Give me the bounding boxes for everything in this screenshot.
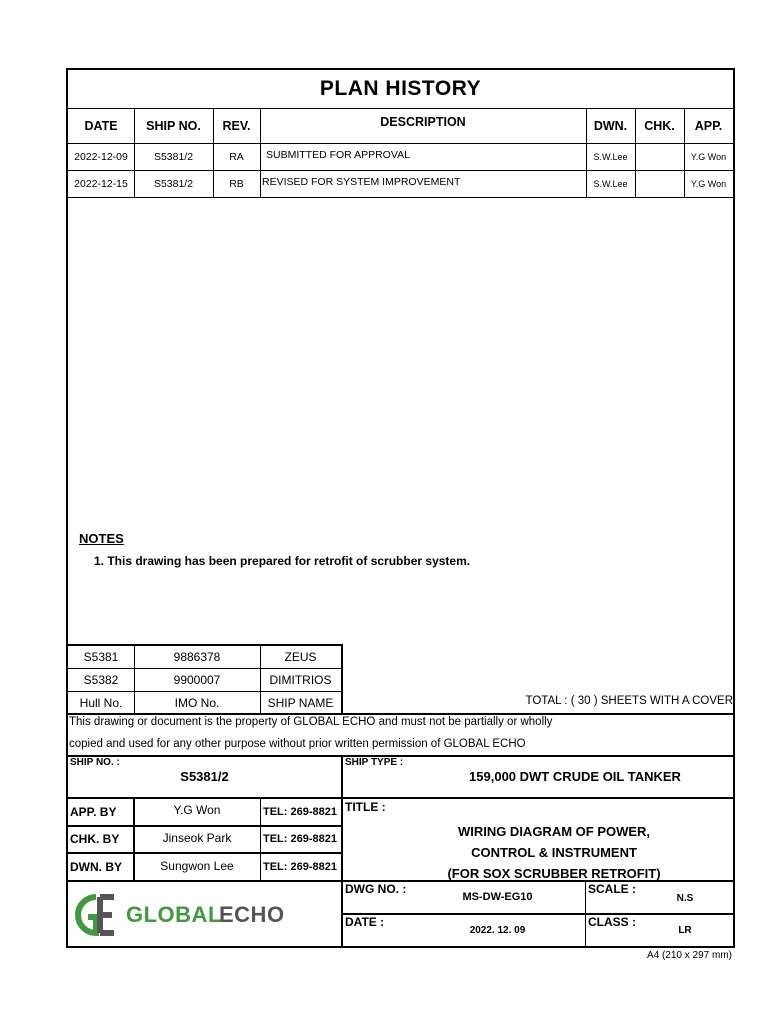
row-ship-no: S5381/2 bbox=[153, 178, 194, 190]
col-header-date: DATE bbox=[84, 119, 118, 133]
page-title: PLAN HISTORY bbox=[319, 77, 482, 100]
chk-by-value: Jinseok Park bbox=[162, 831, 232, 845]
divider bbox=[68, 197, 733, 198]
col-header-description: DESCRIPTION bbox=[380, 115, 466, 129]
row-rev: RB bbox=[229, 178, 244, 190]
divider bbox=[684, 109, 685, 197]
col-header-rev: REV. bbox=[222, 119, 251, 133]
dwn-by-value: Sungwon Lee bbox=[160, 859, 234, 873]
chk-by-label: CHK. BY bbox=[70, 832, 120, 846]
divider bbox=[133, 798, 135, 880]
dwn-by-label: DWN. BY bbox=[70, 860, 122, 874]
ship-type-label: SHIP TYPE : bbox=[345, 757, 404, 768]
hull-header-ship-name: SHIP NAME bbox=[267, 696, 334, 710]
tel-dwn: TEL: 269-8821 bbox=[263, 861, 337, 873]
date-label: DATE : bbox=[345, 915, 385, 929]
disclaimer-line-2: copied and used for any other purpose without prior written permission of GLOBAL ECHO bbox=[69, 738, 526, 750]
divider bbox=[134, 645, 135, 714]
divider bbox=[586, 109, 587, 197]
dwg-no-value: MS-DW-EG10 bbox=[462, 891, 533, 903]
ship-no-label: SHIP NO. : bbox=[70, 757, 120, 768]
app-by-label: APP. BY bbox=[70, 805, 117, 819]
row-app: Y.G Won bbox=[690, 179, 727, 189]
hull-no: S5382 bbox=[83, 673, 119, 687]
divider bbox=[134, 109, 135, 197]
tel-chk: TEL: 269-8821 bbox=[263, 833, 337, 845]
divider bbox=[341, 913, 734, 915]
col-header-ship-no: SHIP NO. bbox=[146, 119, 201, 133]
ship-type-value: 159,000 DWT CRUDE OIL TANKER bbox=[469, 768, 681, 784]
divider bbox=[213, 109, 214, 197]
divider bbox=[260, 645, 261, 714]
title-line-2: CONTROL & INSTRUMENT bbox=[471, 844, 637, 860]
row-chk bbox=[635, 171, 684, 197]
paper-size: A4 (210 x 297 mm) bbox=[646, 950, 732, 961]
ship-name: ZEUS bbox=[284, 649, 317, 664]
col-header-chk: CHK. bbox=[644, 119, 675, 133]
divider bbox=[68, 713, 733, 715]
class-label: CLASS : bbox=[588, 915, 636, 929]
ship-name: DIMITRIOS bbox=[269, 673, 332, 687]
col-header-app: APP. bbox=[694, 119, 723, 133]
disclaimer-line-1: This drawing or document is the property of GLOBAL ECHO and must not be partially or wholly bbox=[69, 716, 553, 728]
row-ship-no: S5381/2 bbox=[153, 151, 194, 163]
hull-header-imo-no: IMO No. bbox=[174, 696, 220, 710]
scale-label: SCALE : bbox=[588, 882, 636, 896]
class-value: LR bbox=[678, 924, 692, 936]
divider bbox=[341, 644, 343, 714]
row-dwn: S.W.Lee bbox=[593, 152, 628, 162]
hull-header-hull-no: Hull No. bbox=[79, 696, 123, 710]
logo-text-echo: ECHO bbox=[219, 902, 285, 927]
imo-no: 9886378 bbox=[173, 649, 221, 664]
imo-no: 9900007 bbox=[173, 673, 221, 687]
divider bbox=[341, 756, 343, 946]
tel-app: TEL: 269-8821 bbox=[263, 806, 337, 818]
row-rev: RA bbox=[229, 151, 244, 163]
row-chk bbox=[635, 144, 684, 170]
note-item: 1. This drawing has been prepared for retrofit of scrubber system. bbox=[94, 554, 471, 568]
hull-no: S5381 bbox=[83, 649, 119, 664]
row-description: REVISED FOR SYSTEM IMPROVEMENT bbox=[262, 176, 461, 188]
divider bbox=[260, 798, 261, 880]
scale-value: N.S bbox=[676, 892, 694, 904]
row-description: SUBMITTED FOR APPROVAL bbox=[266, 149, 410, 161]
company-logo bbox=[74, 891, 304, 941]
title-label: TITLE : bbox=[345, 800, 386, 814]
divider bbox=[260, 109, 261, 197]
row-date: 2022-12-09 bbox=[74, 151, 128, 163]
row-app: Y.G Won bbox=[690, 152, 727, 162]
dwg-no-label: DWG NO. : bbox=[345, 882, 407, 896]
title-line-1: WIRING DIAGRAM OF POWER, bbox=[457, 823, 651, 839]
divider bbox=[68, 880, 342, 882]
col-header-dwn: DWN. bbox=[593, 119, 628, 133]
global-echo-logo-mark bbox=[74, 891, 122, 939]
row-date: 2022-12-15 bbox=[74, 178, 128, 190]
date-value: 2022. 12. 09 bbox=[469, 924, 526, 936]
divider bbox=[635, 109, 636, 197]
row-dwn: S.W.Lee bbox=[593, 179, 628, 189]
ship-no-value: S5381/2 bbox=[180, 768, 229, 784]
title-line-3: (FOR SOX SCRUBBER RETROFIT) bbox=[447, 865, 661, 881]
total-sheets: TOTAL : ( 30 ) SHEETS WITH A COVER bbox=[525, 695, 733, 707]
notes-heading: NOTES bbox=[79, 531, 124, 546]
logo-text-global: GLOBAL bbox=[126, 902, 222, 927]
app-by-value: Y.G Won bbox=[173, 803, 221, 817]
divider bbox=[585, 881, 586, 946]
